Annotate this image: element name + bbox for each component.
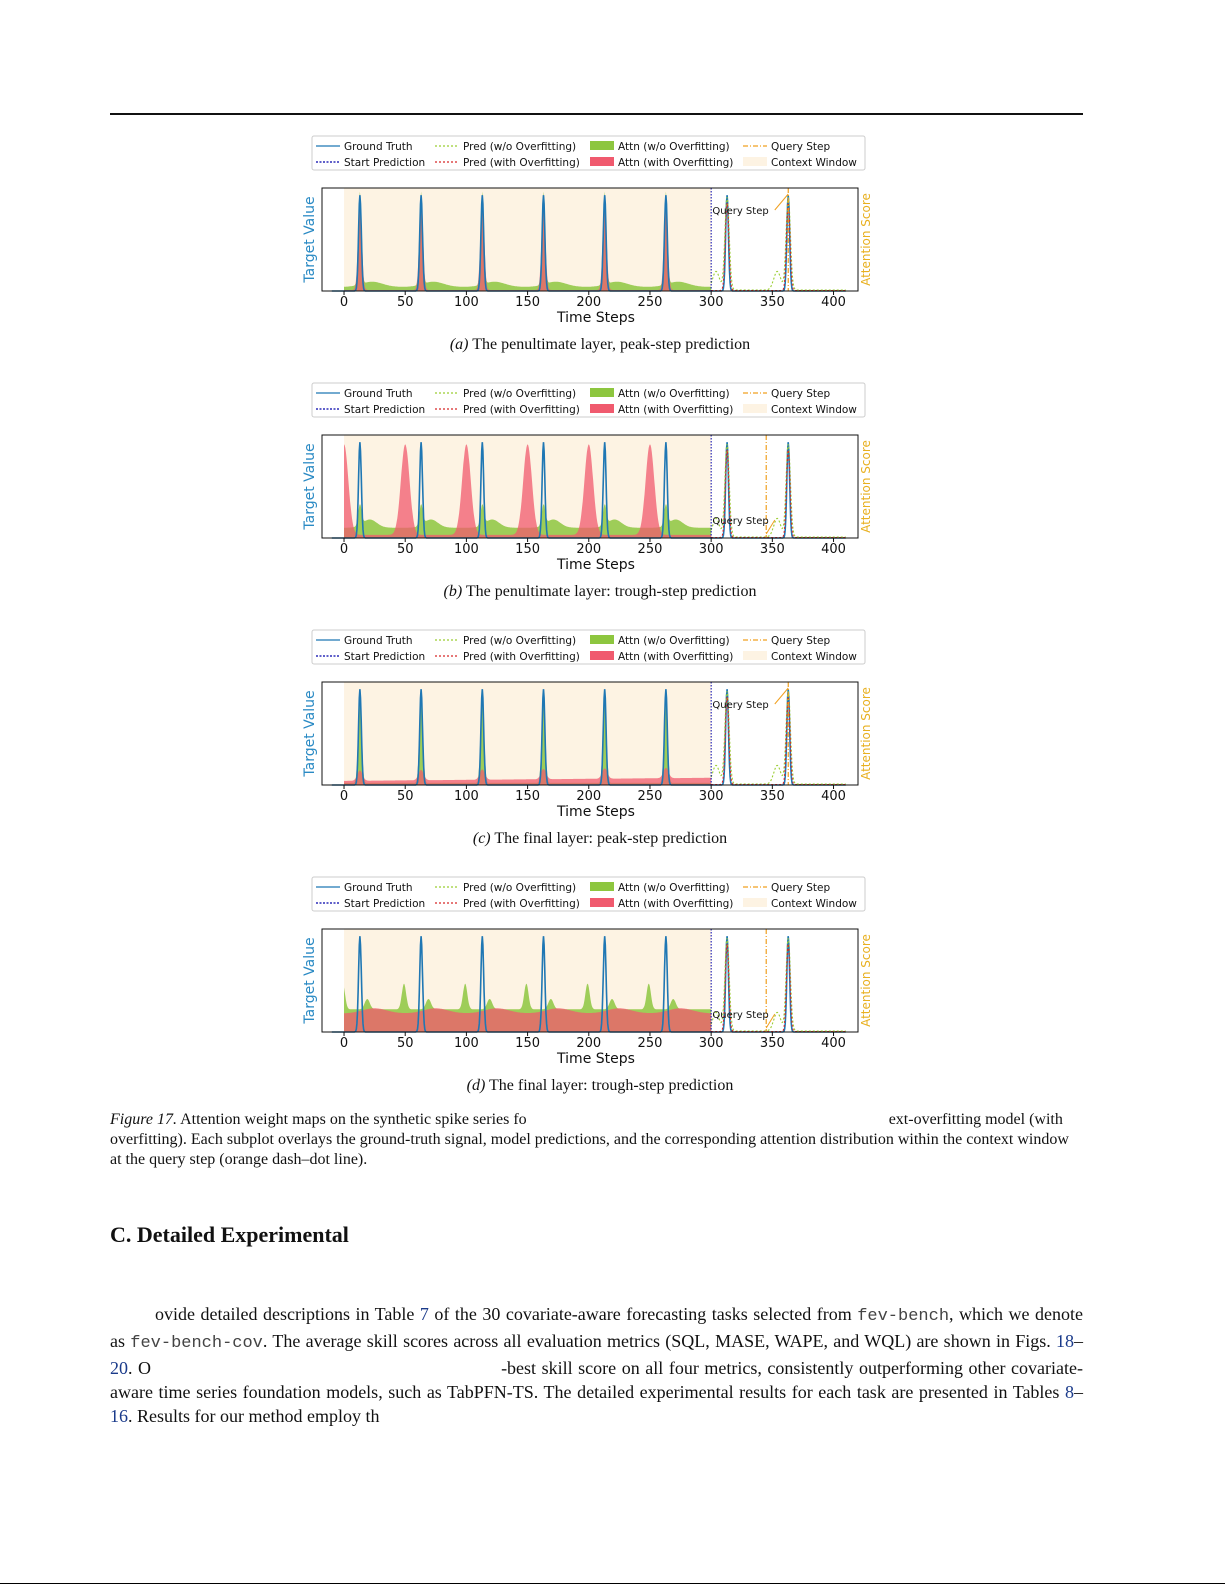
x-tick-label: 400 — [821, 542, 846, 557]
ref-fig-18[interactable]: 18 — [1056, 1331, 1075, 1351]
x-tick-label: 400 — [821, 789, 846, 804]
legend-swatch-patch — [590, 404, 614, 413]
legend-label: Query Step — [771, 141, 831, 153]
y-axis-label-right: Attention Score — [859, 193, 873, 286]
legend-label: Pred (w/o Overfitting) — [463, 635, 577, 647]
x-tick-label: 300 — [698, 542, 724, 557]
section-paragraph — [110, 1302, 1083, 1428]
x-tick-label: 400 — [821, 1036, 846, 1051]
x-tick-label: 250 — [637, 789, 663, 804]
x-tick-label: 0 — [339, 295, 349, 310]
subcaption-c — [290, 830, 910, 848]
legend-label: Pred (w/o Overfitting) — [463, 141, 577, 153]
x-tick-label: 350 — [759, 789, 785, 804]
page-bottom-line — [0, 1583, 1225, 1584]
x-tick-label: 250 — [637, 542, 663, 557]
x-tick-label: 200 — [576, 789, 602, 804]
legend-swatch-patch — [743, 157, 767, 166]
fev-bench-cov-code: fev-bench-cov — [130, 1334, 263, 1353]
para-text: of the 30 covariate-aware forecasting tasks selected from — [428, 1304, 858, 1324]
x-tick-label: 300 — [698, 789, 724, 804]
x-tick-label: 50 — [396, 1036, 414, 1051]
x-tick-label: 350 — [759, 542, 785, 557]
x-tick-label: 100 — [453, 295, 479, 310]
annotation-arrow — [775, 688, 788, 704]
subplot-a — [290, 132, 910, 367]
legend-label: Context Window — [771, 898, 857, 910]
legend-label: Pred (with Overfitting) — [463, 157, 580, 169]
x-tick-label: 200 — [576, 1036, 602, 1051]
header-rule — [110, 113, 1083, 115]
legend-swatch-patch — [743, 404, 767, 413]
query-step-annotation: Query Step — [712, 700, 769, 711]
para-text: -best skill score on all four metrics, consistently outperforming other covariate-aware time series foundation models, such as TabPFN-TS. The detailed experimental results for each task are presented in Tables — [110, 1358, 1083, 1402]
para-text: – — [1074, 1331, 1084, 1351]
fev-bench-code: fev-bench — [857, 1307, 950, 1326]
legend-label: Attn (with Overfitting) — [618, 404, 734, 416]
subplot-c — [290, 626, 910, 861]
x-tick-label: 0 — [339, 542, 349, 557]
legend-label: Attn (w/o Overfitting) — [618, 635, 730, 647]
subcaption-label: (c) — [472, 830, 491, 847]
x-tick-label: 50 — [396, 295, 414, 310]
query-step-annotation: Query Step — [712, 1010, 769, 1021]
x-axis-label: Time Steps — [557, 310, 635, 326]
legend-swatch-patch — [590, 898, 614, 907]
x-tick-label: 150 — [515, 1036, 541, 1051]
subcaption-label: (d) — [466, 1077, 486, 1094]
query-step-annotation: Query Step — [712, 206, 769, 217]
legend-label: Context Window — [771, 157, 857, 169]
y-axis-label-left: Target Value — [302, 690, 318, 777]
legend-label: Context Window — [771, 651, 857, 663]
legend-label: Attn (w/o Overfitting) — [618, 141, 730, 153]
x-tick-label: 250 — [637, 295, 663, 310]
x-tick-label: 0 — [339, 1036, 349, 1051]
legend-label: Ground Truth — [344, 141, 413, 153]
legend-label: Start Prediction — [344, 404, 426, 416]
x-tick-label: 150 — [515, 542, 541, 557]
x-tick-label: 350 — [759, 1036, 785, 1051]
legend-label: Pred (w/o Overfitting) — [463, 388, 577, 400]
legend-label: Pred (w/o Overfitting) — [463, 882, 577, 894]
subcaption-text: The penultimate layer: trough-step prediction — [465, 583, 757, 600]
x-tick-label: 300 — [698, 295, 724, 310]
legend-label: Attn (with Overfitting) — [618, 157, 734, 169]
y-axis-label-left: Target Value — [302, 937, 318, 1024]
subcaption-b — [290, 583, 910, 601]
legend-label: Attn (w/o Overfitting) — [618, 388, 730, 400]
context-window-bg — [344, 188, 711, 291]
legend-label: Ground Truth — [344, 388, 413, 400]
y-axis-label-left: Target Value — [302, 443, 318, 530]
subcaption-text: The final layer: peak-step prediction — [494, 830, 728, 847]
x-tick-label: 200 — [576, 295, 602, 310]
para-text: ovide detailed descriptions in Table — [155, 1304, 420, 1324]
legend-label: Query Step — [771, 635, 831, 647]
legend-swatch-patch — [590, 157, 614, 166]
ref-table-8[interactable]: 8 — [1065, 1382, 1074, 1402]
query-step-annotation: Query Step — [712, 516, 769, 527]
subcaption-d — [290, 1077, 910, 1095]
legend-label: Attn (w/o Overfitting) — [618, 882, 730, 894]
para-text: . The average skill scores across all evaluation metrics (SQL, MASE, WAPE, and WQL) are shown in Figs. — [262, 1331, 1057, 1351]
legend-swatch-patch — [743, 898, 767, 907]
legend-label: Context Window — [771, 404, 857, 416]
legend-label: Query Step — [771, 882, 831, 894]
subcaption-a — [290, 336, 910, 354]
x-tick-label: 100 — [453, 542, 479, 557]
x-tick-label: 100 — [453, 789, 479, 804]
legend-swatch-patch — [743, 651, 767, 660]
subcaption-label: (a) — [449, 336, 469, 353]
legend-swatch-patch — [590, 635, 614, 644]
legend-label: Ground Truth — [344, 635, 413, 647]
subplot-a-svg — [290, 132, 910, 367]
ref-table-16[interactable]: 16 — [110, 1406, 128, 1426]
para-text: . O — [128, 1358, 152, 1378]
x-tick-label: 100 — [453, 1036, 479, 1051]
x-tick-label: 50 — [396, 542, 414, 557]
annotation-arrow — [775, 194, 788, 210]
figure-caption-text: Attention weight maps on the synthetic spike series fo — [180, 1111, 527, 1128]
legend-label: Start Prediction — [344, 157, 426, 169]
x-tick-label: 0 — [339, 789, 349, 804]
x-axis-label: Time Steps — [557, 557, 635, 573]
ref-table-7[interactable]: 7 — [419, 1304, 429, 1324]
x-tick-label: 150 — [515, 295, 541, 310]
x-tick-label: 300 — [698, 1036, 724, 1051]
para-text: . Results for our method employ th — [128, 1406, 380, 1426]
subplot-d-svg — [290, 873, 910, 1108]
legend-label: Pred (with Overfitting) — [463, 651, 580, 663]
figure-caption-text-cont: ext-overfitting model (with overfitting). Each subplot overlays the ground-truth signal, model predictions, and the corresponding attention distribution within the context window at the query step (orange dash–dot line). — [110, 1111, 1069, 1168]
subplot-b — [290, 379, 910, 614]
para-text: , which we denote as — [110, 1304, 1083, 1351]
legend-label: Start Prediction — [344, 651, 426, 663]
section-heading: C. Detailed Experimental — [110, 1222, 349, 1247]
subcaption-text: The penultimate layer, peak-step prediction — [472, 336, 751, 353]
subcaption-text: The final layer: trough-step prediction — [489, 1077, 734, 1094]
legend-label: Ground Truth — [344, 882, 413, 894]
y-axis-label-right: Attention Score — [859, 440, 873, 533]
para-text: – — [1074, 1382, 1083, 1402]
legend-swatch-patch — [590, 882, 614, 891]
legend-swatch-patch — [590, 388, 614, 397]
x-axis-label: Time Steps — [557, 1051, 635, 1067]
y-axis-label-left: Target Value — [302, 196, 318, 283]
legend-swatch-patch — [590, 651, 614, 660]
context-window-bg — [344, 682, 711, 785]
legend-label: Pred (with Overfitting) — [463, 404, 580, 416]
x-axis-label: Time Steps — [557, 804, 635, 820]
subplot-c-svg — [290, 626, 910, 861]
x-tick-label: 400 — [821, 295, 846, 310]
legend-label: Start Prediction — [344, 898, 426, 910]
legend-label: Attn (with Overfitting) — [618, 898, 734, 910]
figure-label: Figure 17. — [110, 1111, 177, 1128]
legend-label: Attn (with Overfitting) — [618, 651, 734, 663]
x-tick-label: 150 — [515, 789, 541, 804]
subplot-b-svg — [290, 379, 910, 614]
subplot-d — [290, 873, 910, 1108]
legend-label: Pred (with Overfitting) — [463, 898, 580, 910]
subcaption-label: (b) — [443, 583, 463, 600]
x-tick-label: 250 — [637, 1036, 663, 1051]
legend-swatch-patch — [590, 141, 614, 150]
x-tick-label: 200 — [576, 542, 602, 557]
y-axis-label-right: Attention Score — [859, 934, 873, 1027]
y-axis-label-right: Attention Score — [859, 687, 873, 780]
legend-label: Query Step — [771, 388, 831, 400]
figure-caption — [110, 1110, 1083, 1170]
x-tick-label: 350 — [759, 295, 785, 310]
ref-fig-20[interactable]: 20 — [110, 1358, 128, 1378]
x-tick-label: 50 — [396, 789, 414, 804]
